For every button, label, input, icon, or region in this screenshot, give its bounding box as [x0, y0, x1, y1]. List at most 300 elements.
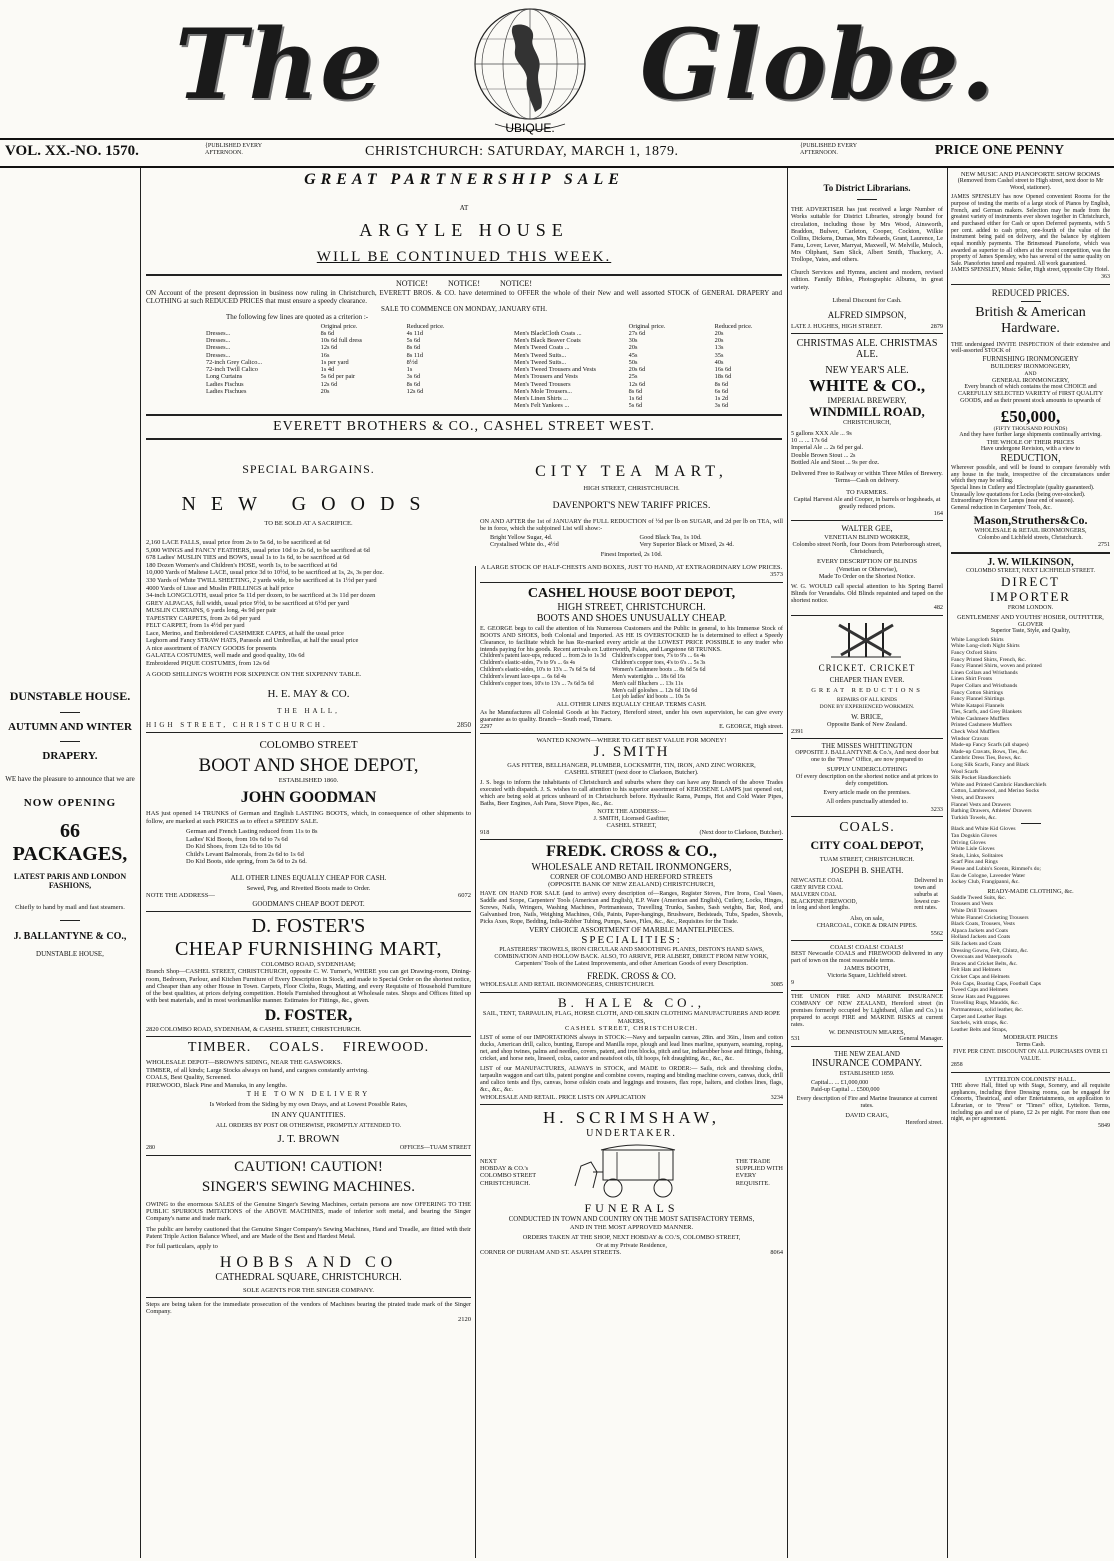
price-cell: 45s [628, 351, 638, 359]
ad-heading: FREDK. CROSS & CO., [546, 843, 717, 861]
glove-item: Piesse and Lubin's Scents, Rimmel's do; [951, 865, 1041, 872]
address: Hereford street. [905, 1119, 943, 1126]
ad-heading: D. FOSTER, [264, 1007, 353, 1025]
ad-text: LIST of some of our IMPORTATIONS always in STOCK:—Navy and tarpaulin canvas, 28in. and 36in., linen and cotton ducks, American drill, calico, bunting, Europe and Manilla rope, plough and lead lines marline, spunyarn, seaming, roping, net, and shop twines, palms and needles, covers, patent, and iron blocks, pitch and tar, indiarubber hose and fittings, fishing, cricket, and horse nets, linseed, colza, castor and neatsfoot oils, tilt hoops, felt draughting, &c., &c., &c. [480, 1035, 783, 1063]
address: COLOMBO STREET, NEXT LICHFIELD STREET. [966, 568, 1095, 575]
ad-heading: CASHEL HOUSE BOOT DEPOT, [527, 585, 736, 601]
ad-text: General reduction in Carpenters' Tools, &c. [951, 504, 1052, 511]
price-cell: 16s [320, 351, 330, 359]
outfitter-item: Cambric Dress Ties, Bows, &c. [951, 755, 1022, 762]
librarians-ad [791, 183, 943, 334]
clothing-item: Polo Caps, Boating Caps, Football Caps [951, 980, 1041, 987]
clothing-item: Straw Hats and Puggarees [951, 993, 1010, 1000]
firm-name: H. E. MAY & CO. [267, 688, 350, 701]
ad-text: W. G. WOULD call special attention to his Spring Barrel Blinds for Verandahs. Old Blinds repainted and taped on the shortest notice. [791, 583, 943, 605]
tea-price: Good Black Tea, 1s 10d. [639, 534, 702, 542]
price-list [146, 828, 471, 866]
price-row [514, 388, 772, 395]
price-cell: Men's BlackCloth Coats ... [514, 329, 582, 337]
ad-heading: REDUCTION, [1000, 453, 1061, 465]
clothing-item: Cricket Caps and Helmets [951, 973, 1010, 980]
coal-item: NEWCASTLE COAL [791, 878, 844, 885]
price-cell: Men's Tweed Coats ... [514, 344, 570, 352]
scrimshaw-line: SUPPLIED WITH [735, 1164, 783, 1172]
ad-heading: IMPERIAL BREWERY, [827, 395, 907, 405]
ad-number: 5849 [1098, 1122, 1110, 1129]
price-cell: 5s 6d per pair [320, 373, 356, 381]
outfitter-item: White Cashmere Mufflers [951, 715, 1010, 722]
ad-text: OWING to the enormous SALES of the Genuine Singer's Sewing Machines, certain persons are now OFFERING TO THE PUBLIC SPURIOUS IMITATIONS of the ABOVE MACHINES, made of inferior soft metal, and bearing the Singer Company's name and trade mark. [146, 1200, 471, 1223]
column-2 [146, 463, 471, 1323]
ad-heading: AUTUMN AND WINTER [8, 720, 132, 733]
outfitter-item: Paper Collars and Wristbands [951, 682, 1018, 689]
ad-heading: REDUCED PRICES. [991, 288, 1070, 299]
ad-text: GREAT REDUCTIONS [811, 686, 923, 694]
ad-heading: COALS! COALS! COALS! [830, 943, 904, 951]
ad-number: 280 [146, 1145, 155, 1152]
coal-list [791, 878, 857, 912]
ad-text: WHOLESALE & RETAIL IRONMONGERS, [974, 528, 1087, 535]
ad-text: Steps are being taken for the immediate prosecution of the vendors of Machines bearing the pirated trade mark of the Singer Company. [146, 1301, 471, 1316]
ad-text: Capital... ... £1,000,000 [811, 1080, 869, 1087]
ad-number: 6072 [458, 892, 471, 900]
address: 2820 COLOMBO ROAD, SYDENHAM, & CASHEL STREET, CHRISTCHURCH. [146, 1025, 362, 1033]
bargain-item: GALATEA COSTUMES, well made and good quality, 10s 6d [146, 652, 305, 660]
price-row [206, 366, 464, 373]
price-row [514, 373, 772, 380]
ad-heading: WHITE & CO., [808, 376, 926, 396]
address: Victoria Square, Lichfield street. [827, 972, 907, 979]
ad-text: Wherever possible, and will be found to compare favorably with any house in the trade, irrespective of the circumstances under which they may be selling. [951, 464, 1110, 485]
address: Opposite Bank of New Zealand. [827, 721, 907, 729]
price-cell: 12s 6d [628, 380, 646, 388]
ad-text: Chiefly to hand by mail and fast steamers. [15, 904, 125, 912]
price-row [514, 402, 772, 409]
ad-text: AT [459, 204, 469, 213]
ad-text: ON AND AFTER the 1st of JANUARY the FULL REDUCTION of ½d per lb on SUGAR, and 2d per lb on TEA, will be in force, which the subjoined List will show:- [480, 517, 783, 533]
glove-item: Jockey Club, Frangipanni, &c. [951, 879, 1020, 886]
motto: UBIQUE. [505, 121, 555, 135]
bargain-item: 330 Yards of White TWILL SHEETING, 2 yards wide, to be sacrificed at 1s 1½d per yard [146, 577, 377, 584]
clothing-item: Alpaca Jackets and Coats [951, 927, 1009, 934]
glove-item: White Lisle Gloves [951, 846, 995, 853]
ad-text: Of every description on the shortest notice and at prices to defy competition. [795, 773, 939, 787]
price-item: Child's Levant Balmorals, from 2s 6d to 1s 6d [186, 850, 304, 858]
ad-text: LIST of our MANUFACTURES, ALWAYS in STOCK, and MADE to ORDER:— Sails, rick and threshing cloths, tarpaulin waggon and cart tilts, patent pongine and combine covers, reaping and binding machine covers, canvas, duck, drill and calico tents and flys, canvas, horse oilskin coats and leggings and trousers, flax rope, halters, and clothes lines, flags, &c., &c., &c. [480, 1066, 783, 1094]
ad-heading: DRAPERY. [42, 750, 98, 763]
outfitter-item: Fancy Flannel Shirtings [951, 696, 1005, 703]
volume-number: VOL. XX.-NO. 1570. [5, 143, 139, 159]
ad-heading: FURNISHING IRONMONGERY [982, 355, 1079, 364]
ad-heading: BOOT AND SHOE DEPOT, [198, 755, 419, 777]
ad-heading: SUPPLY UNDERCLOTHING [826, 766, 908, 774]
clothing-item: Felt Hats and Helmets [951, 967, 1001, 974]
price-cell: 35s [714, 351, 724, 359]
price-cell: 1s 6d [628, 395, 643, 403]
price-header: Reduced price. [406, 322, 445, 330]
ad-text: WHOLESALE AND RETAIL IRONMONGERS, CHRISTCHURCH. [480, 981, 655, 989]
ad-heading: NEW YEAR'S ALE. [825, 364, 909, 376]
price-row [514, 381, 772, 388]
price-cell: 8s 6d [714, 380, 729, 388]
outfitter-item: Check Wool Mufflers [951, 729, 1000, 736]
ad-text: (OPPOSITE BANK OF NEW ZEALAND) CHRISTCHURCH, [548, 881, 715, 889]
address: (Next door to Clarkson, Butcher). [699, 829, 783, 837]
scrimshaw-line: CHRISTCHURCH. [480, 1179, 531, 1187]
price-cell: Dresses... [206, 337, 231, 345]
clothing-item: Satchels, with straps, &c. [951, 1020, 1008, 1027]
price-cell: 1s 2d [714, 395, 729, 403]
ad-text: THE UNION FIRE AND MARINE INSURANCE COMPANY OF NEW ZEALAND, Hereford street (in premises formerly occupied by Lightband, Allan and Co.) is prepared to accept FIRE and MARINE RISKS at current rates. [791, 993, 943, 1028]
masthead-word-right: Globe. [640, 8, 997, 121]
price-cell: Men's Tweed Trousers [514, 380, 571, 388]
price-cell: 18s 6d [714, 373, 732, 381]
firm-name: JAMES BOOTH, [843, 965, 891, 973]
ad-text: BUILDERS' IRONMONGERY, [990, 363, 1071, 371]
ad-text: For full particulars, apply to [146, 1243, 218, 1251]
price-row [206, 337, 464, 344]
ad-heading: COALS. [839, 819, 895, 835]
firm-name: W. DENNISTOUN MEARES, [828, 1028, 906, 1036]
ad-text: VENETIAN BLIND WORKER, [824, 533, 910, 541]
outfitter-item: White Katapoi Flannels [951, 702, 1005, 709]
ad-text: Liberal Discount for Cash. [832, 296, 902, 304]
ad-text: Every article made on the premises. [823, 789, 911, 796]
coal-item: MALVERN COAL [791, 891, 837, 898]
tea-price: Bright Yellow Sugar, 4d. [490, 534, 553, 542]
ad-text: IN ANY QUANTITIES. [271, 1110, 346, 1120]
boot-price-item: Women's Cashmere boots ... 8s 6d 5s 6d [612, 667, 706, 674]
ad-heading: D. FOSTER'S [251, 914, 366, 937]
ad-text: BEST Newcastle COALS and FIREWOOD delivered in any part of town on the most reasonable terms. [791, 951, 943, 965]
boot-price-item: Children's levant lace-ups ... 6s 6d 4s [480, 673, 567, 680]
spensley-ad [951, 171, 1110, 285]
ad-number: 3233 [930, 805, 943, 813]
lyttelton-hall-ad [951, 1076, 1110, 1130]
scrimshaw-line: NEXT [480, 1157, 497, 1165]
bargain-item: 5,000 WINGS and FANCY FEATHERS, usual price 10d to 2s 6d, to be sacrificed at 6d [146, 546, 370, 554]
clothing-item: Braces and Cricket Belts, &c. [951, 960, 1018, 967]
ad-text: Made To Order on the Shortest Notice. [818, 572, 916, 580]
ale-price-item: Double Brown Stout ... 2s [791, 451, 856, 459]
price-row [514, 330, 772, 337]
ad-text: WHOLESALE DEPOT—BROWN'S SIDING, NEAR THE GASWORKS. [146, 1059, 343, 1067]
ad-text: As he Manufactures all Colonial Goods at his Factory, Hereford street, under his own supervision, he can give every guarantee as to quality. Branch—South road, Timaru. [480, 708, 783, 723]
scrimshaw-ad [480, 1108, 783, 1256]
scrimshaw-right [736, 1158, 783, 1188]
ad-heading: JOHN GOODMAN [240, 788, 377, 806]
price-cell: 1s 4d [320, 366, 335, 374]
ad-heading: CHRISTMAS ALE. CHRISTMAS ALE. [796, 337, 938, 361]
ad-heading: NOW OPENING [23, 797, 117, 810]
ad-heading: CHEAP FURNISHING MART, [174, 937, 443, 960]
ad-text: WHOLESALE AND RETAIL. PRICE LISTS ON APPLICATION [480, 1094, 646, 1102]
cricket-bats-illustration [791, 619, 943, 661]
published-right: {PUBLISHED EVERY AFTERNOON. [800, 143, 857, 156]
dateline: CHRISTCHURCH: SATURDAY, MARCH 1, 1879. [365, 144, 679, 159]
outfitter-item: Printed Cashmere Mufflers [951, 722, 1012, 729]
price-cell: 20s [320, 387, 330, 395]
ad-text: THE WHOLE OF THEIR PRICES [986, 439, 1075, 447]
ad-heading: J. W. WILKINSON, [987, 556, 1074, 568]
ad-heading: THE MISSES WHITTINGTON [821, 742, 913, 751]
may-ad [146, 463, 471, 733]
price-row [206, 352, 464, 359]
published-left: {PUBLISHED EVERY AFTERNOON. [205, 143, 262, 156]
coal-item: lowest cur- [914, 898, 940, 905]
ad-number: 9 [791, 979, 795, 986]
ad-text: A LARGE STOCK OF HALF-CHESTS AND BOXES, JUST TO HAND, AT EXTRAORDINARY LOW PRICES. [480, 563, 783, 571]
firm-name: FREDK. CROSS & CO. [587, 971, 676, 982]
clothing-item: Saddle Tweed Suits, &c. [951, 894, 1006, 901]
address: OFFICES—TUAM STREET [399, 1145, 471, 1152]
boot-price-item: Children's elastic-sides, 10's to 13's ... 7s 6d 5s 6d [480, 667, 596, 674]
ad-heading: CITY COAL DEPOT, [810, 838, 924, 853]
price-cell: 12s 6d [320, 380, 338, 388]
price-row [206, 381, 464, 388]
price-row [514, 352, 772, 359]
ad-number: 2751 [1098, 541, 1110, 548]
ad-text: Every description of Fire and Marine Insurance at current rates. [796, 1096, 938, 1110]
address: TUAM STREET, CHRISTCHURCH. [819, 855, 915, 863]
ad-text: ALL OTHER LINES EQUALLY CHEAP FOR CASH. [230, 873, 387, 882]
hale-ad [480, 996, 783, 1106]
ad-heading: COLOMBO STREET [259, 738, 358, 751]
ad-text: EVERY DESCRIPTION OF BLINDS [817, 558, 917, 566]
boot-price-item: Children's patent lace-ups, reduced ... from 2s to 1s 3d [480, 653, 607, 660]
firm-name: HOBBS AND CO [219, 1253, 398, 1271]
outfitter-list [951, 637, 1110, 822]
ad-text: CONDUCTED IN TOWN AND COUNTRY ON THE MOST SATISFACTORY TERMS, [508, 1216, 755, 1224]
tea-price: Finest Imported, 2s 10d. [600, 550, 663, 558]
clothing-item: Leather Belts and Straps, [951, 1026, 1008, 1033]
ad-text: WE have the pleasure to announce that we are [5, 775, 135, 784]
ad-heading: To District Librarians. [823, 183, 911, 193]
ad-heading: DIRECT [1001, 574, 1060, 590]
coal-item: in long and short lengths. [791, 905, 850, 912]
boot-price-item: Lot job ladies' kid boots ... 10s 5s [612, 694, 690, 701]
ad-text: HIGH STREET, CHRISTCHURCH. [583, 485, 680, 493]
bargain-item: 2,160 LACE FALLS, usual price from 2s to 5s 6d, to be sacrificed at 6d [146, 539, 330, 547]
boot-price-item: Children's copper toes, 7's to 9's ... 6s 4s [612, 653, 706, 660]
price-row [206, 388, 464, 395]
bargain-item: 180 Dozen Women's and Children's HOSE, worth 1s, to be sacrificed at 6d [146, 561, 338, 569]
ad-number: 2858 [951, 1062, 963, 1069]
clothing-item: White Drill Trousers [951, 908, 998, 915]
ale-price-item: Bottled Ale and Stout ... 9s per doz. [791, 458, 880, 466]
price-cell: 8s 6d [628, 387, 643, 395]
firm-name: E. GEORGE, High street. [719, 722, 783, 730]
ad-text: OPPOSITE J. BALLANTYNE & Co.'s, And next door but one to the "Press" Office, are now prepared to [795, 750, 939, 764]
timber-item: TIMBER, of all kinds; Large Stocks always on hand, and cargoes constantly arriving. [146, 1066, 369, 1074]
ad-number: 2850 [457, 720, 471, 729]
ad-heading: THE NEW ZEALAND [834, 1049, 900, 1058]
price-cell: 20s 6d [628, 366, 646, 374]
clothing-item: Black Coats, Trousers, Vests [951, 921, 1015, 928]
ad-text: All orders punctually attended to. [826, 798, 908, 805]
coal-item: town and [914, 885, 936, 891]
ad-heading: £50,000, [1000, 406, 1061, 426]
boot-price-item: Men's watertights ... 18s 6d 16s [612, 673, 686, 680]
coal-item: rent rates. [914, 905, 938, 912]
ad-text: Sewed, Peg, and Rivetted Boots made to Order. [246, 884, 371, 892]
ad-text: DUNSTABLE HOUSE, [36, 950, 104, 959]
goodman-ad [146, 739, 471, 912]
ad-number: 2120 [458, 1315, 471, 1323]
ad-text: (FIFTY THOUSAND POUNDS) [993, 426, 1068, 433]
price-cell: Men's Felt Yankees ... [514, 402, 570, 410]
ad-text: TO FARMERS. [846, 488, 888, 496]
timber-list [146, 1067, 471, 1090]
cross-ad [480, 843, 783, 992]
bargain-item: Embroidered PIQUE COSTUMES, from 12s 6d [146, 660, 270, 668]
price-cell: Ladies Fischues [206, 387, 247, 395]
outfitter-item: Windsor Cravats [951, 735, 989, 742]
ad-text: AND [1024, 370, 1037, 377]
ad-heading: SPECIALITIES: [581, 934, 682, 947]
ad-heading: H. SCRIMSHAW, [542, 1108, 721, 1128]
ad-heading: IMPORTER [990, 589, 1071, 605]
coal-item: suburbs at [914, 891, 938, 898]
clothing-item: Tweed Caps and Helmets [951, 987, 1008, 994]
bargain-item: 34-inch LONGCLOTH, usual price 5s 11d per dozen, to be sacrificed at 3s 11d per dozen [146, 592, 376, 600]
price-cell: Men's Mole Trousers... [514, 387, 572, 395]
ad-text: The following few lines are quoted as a criterion :- [226, 312, 369, 321]
ad-text: MODERATE PRICES [1003, 1035, 1058, 1042]
ad-text: SAIL, TENT, TARPAULIN, FLAG, HORSE CLOTH, AND OILSKIN CLOTHING MANUFACTURERS AND ROPE MAKERS, [482, 1010, 781, 1025]
bargain-item: GREY ALPACAS, full width, usual price 9½d, to be sacrificed at 6½d per yard [146, 599, 349, 607]
ad-text: GAS FITTER, BELLHANGER, PLUMBER, LOCKSMITH, TIN, IRON, AND ZINC WORKER, [507, 761, 756, 769]
ad-text: Delivered Free to Railway or within Three Miles of Brewery. Terms—Cash on delivery. [791, 470, 943, 485]
ad-text: SALE TO COMMENCE ON MONDAY, JANUARY 6TH. [381, 304, 547, 313]
clothing-item: Silk Jackets and Coats [951, 941, 1002, 948]
outfitter-item: Vests, and Drawers [951, 795, 995, 802]
column-3 [480, 463, 783, 1256]
clothing-item: Trousers and Vests [951, 901, 993, 908]
price-item: Ladies' Kid Boots, from 10s 6d to 7s 6d [186, 835, 288, 843]
bargain-item: MUSLIN CURTAINS, 6 yards long, 4s 9d per pair [146, 607, 277, 615]
ad-heading: CITY TEA MART, [535, 463, 728, 480]
price-cell: 13s [714, 344, 724, 352]
price-row [206, 373, 464, 380]
outfitter-item: White Long-cloth Night Shirts [951, 643, 1020, 650]
ad-number: 164 [933, 510, 943, 518]
masthead-word-left: The [175, 8, 384, 121]
ad-text: ESTABLISHED 1860. [278, 777, 339, 785]
firm-name: W. BRICE, [851, 713, 883, 722]
ad-text: TO BE SOLD AT A SACRIFICE. [264, 519, 353, 527]
coal-item: BLACKPINE FIREWOOD, [791, 898, 858, 905]
ad-text: NOTE THE ADDRESS— [146, 892, 215, 900]
price-header: Reduced price. [714, 322, 753, 330]
ad-heading: NEW GOODS [181, 492, 436, 515]
bargain-list [146, 539, 471, 667]
outfitter-item: Made-up Fancy Scarfs (all shapes) [951, 742, 1029, 749]
ad-heading: B. HALE & CO., [558, 994, 705, 1010]
ale-price-item: Imperial Ale ... 2s 6d per gal. [791, 444, 864, 452]
price-cell: Ladies Fischus [206, 380, 244, 388]
firm-name: J. T. BROWN [277, 1132, 340, 1145]
price-cell: 4s 11d [406, 329, 424, 337]
ad-number: 8064 [770, 1248, 783, 1256]
boot-price-item: Children's copper toes, 10's to 13's ... 7s 6d 5s 6d [480, 680, 594, 687]
price-cell: Men's Linen Shirts ... [514, 395, 568, 403]
ad-number: 3085 [770, 981, 783, 989]
white-co-ad [791, 338, 943, 522]
booth-ad [791, 944, 943, 991]
scrimshaw-line: EVERY [735, 1172, 757, 1180]
bargain-item: 4000 Yards of Lisse and Muslin FRILLINGS at half price [146, 584, 294, 592]
ad-text: NOTE THE ADDRESS:— [597, 807, 666, 815]
clothing-item: Carpet and Leather Bags [951, 1013, 1007, 1020]
address: CATHEDRAL SQUARE, CHRISTCHURCH. [215, 1272, 402, 1284]
mason-struthers-ad [951, 288, 1110, 554]
ad-text: THE undersigned INVITE INSPECTION of their extensive and well-assorted STOCK of [951, 341, 1110, 355]
glove-item: Tan Dogskin Gloves [951, 832, 997, 839]
price-row [514, 395, 772, 402]
ad-heading: CRICKET. CRICKET [818, 662, 916, 673]
boot-price-list [480, 653, 606, 701]
timber-item: FIREWOOD, Black Pine and Manuka, in any lengths. [146, 1081, 288, 1089]
price-row [514, 344, 772, 351]
coal-delivery [914, 878, 943, 912]
address: CASHEL STREET (next door to Clarkson, Butcher). [564, 768, 699, 776]
outfitter-item: Fancy Flannel Shirts, woven and printed [951, 663, 1042, 670]
ad-text: The public are hereby cautioned that the Genuine Singer Company's Sewing Machines, Hand and Treadle, are fitted with their Patent Triple Action Balance Wheel, and are Made of the Best and Hardest Metal. [146, 1225, 471, 1241]
coal-item: GREY RIVER COAL [791, 885, 843, 891]
price-cell: Dresses... [206, 351, 231, 359]
ad-text: (Removed from Cashel street to High street, next door to Mr Wood, stationer). [957, 178, 1104, 192]
price-cell: 25s [628, 373, 638, 381]
city-coal-ad [791, 820, 943, 941]
ad-text: Extraordinary Prices for Lamps (near end of season). [951, 498, 1074, 505]
ad-heading: J. BALLANTYNE & CO., [13, 930, 127, 942]
ad-text: HAS just opened 14 TRUNKS of German and English LASTING BOOTS, which, in consequence of other shipments to follow, are marked at such PRICES as to effect a SPEEDY SALE. [146, 810, 471, 825]
union-insurance-ad [791, 994, 943, 1047]
dunstable-house-ad [4, 690, 136, 958]
boot-price-item: Children's elastic-sides, 7's to 9's ... 6s 4s [480, 660, 576, 667]
address: CHRISTCHURCH, [843, 419, 891, 426]
ad-text: Or at my Private Residence, [596, 1241, 667, 1249]
ad-heading: WALTER GEE, [841, 524, 893, 534]
price-header [514, 323, 629, 330]
price-cell: 12s 6d [320, 344, 338, 352]
address: GOODMAN'S CHEAP BOOT DEPOT. [252, 899, 365, 908]
address: CASHEL STREET, [606, 822, 657, 830]
price-row [206, 330, 464, 337]
timber-ad [146, 1040, 471, 1156]
price-cell: 6s 6d [714, 387, 729, 395]
price-cell: 5s 6d [628, 402, 643, 410]
firm-name: DAVID CRAIG, [845, 1112, 889, 1120]
price-cell: 72-inch Twill Calico [206, 366, 258, 374]
boot-price-list [612, 653, 705, 701]
ad-text: JAMES SPENSLEY has now Opened convenient Rooms for the purpose of testing the merits of a large stock of Pianos by English, French, and German makers. Selection may be made from the greatest variety of instruments ever shown together in Christchurch, and purchased either for Cash or upon Deferred payments, with 5 per cent. added to cash price, one-fourth of the value of the instrument being paid on delivery, and the balance by eighteen equal monthly payments. The Brinsmead Pianoforte, which was awarded as superior to all others at the recent competition, was the property of James Spensley, who has several of the same quality on Sale. Pianofortes tuned and repaired. All work guaranteed. [951, 194, 1110, 267]
bargain-item: 10,000 Yards of Maltese LACE, usual price 3d to 10½d, to be sacrificed at 1s, 2s, 3s per doz. [146, 569, 384, 577]
price-row [206, 344, 464, 351]
ad-heading: HIGH STREET, CHRISTCHURCH. [557, 601, 706, 613]
wilkinson-ad [951, 557, 1110, 1073]
outfitter-item: White and Printed Cambric Handkerchiefs [951, 781, 1047, 788]
ad-text: Superior Taste, Style, and Quality, [990, 628, 1071, 635]
nz-insurance-ad [791, 1050, 943, 1127]
price-cell: 3s 6d [406, 373, 421, 381]
clothing-item: White Flannel Cricketing Trousers [951, 914, 1029, 921]
whittington-ad [791, 742, 943, 817]
price-cell: 20s [714, 329, 724, 337]
price-cell: Long Curtains [206, 373, 243, 381]
address: Colombo and Lichfield streets, Christchurch. [978, 535, 1083, 542]
